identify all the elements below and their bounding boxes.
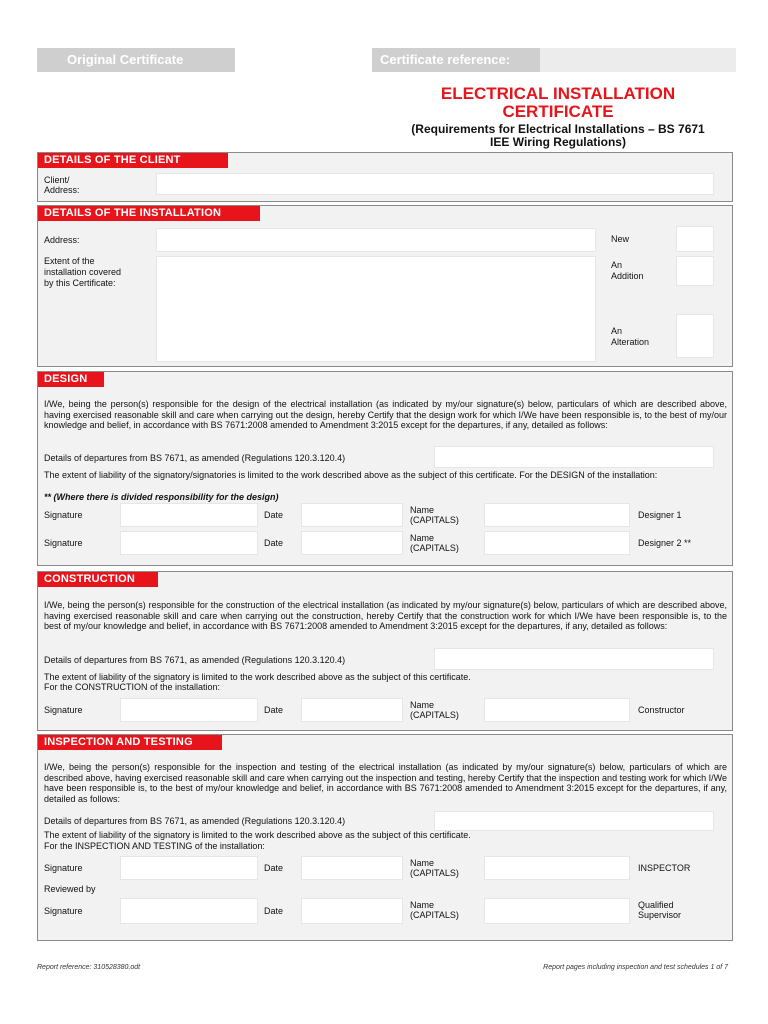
inspection-name2-field[interactable] [484, 898, 630, 924]
new-label: New [611, 234, 630, 244]
design-signature2-field[interactable] [120, 531, 258, 555]
design-date1-field[interactable] [301, 503, 403, 527]
inspection-signature1-field[interactable] [120, 856, 258, 880]
designer2-label: Designer 2 ** [638, 538, 692, 548]
inspection-name1-field[interactable] [484, 856, 630, 880]
design-departures-label: Details of departures from BS 7671, as amended (Regulations 120.3.120.4) [44, 453, 346, 463]
design-paragraph: I/We, being the person(s) responsible for the design of the electrical installation (as indicated by my/our signature(s) below, particulars of which are described above, having exercised reasonable skill and care when carrying out the design, hereby Certify that the design work for which I/We have been responsible is, to the best of my/our knowledge and belief, in accordance with BS 7671:2008 amended to Amendment 3:2015 except for the departures, if any, detailed as follows: [44, 399, 727, 430]
construction-liability-line2: For the CONSTRUCTION of the installation: [44, 682, 221, 692]
client-address-field[interactable] [156, 173, 714, 195]
supervisor-label-line1: Qualified [638, 900, 674, 910]
design-date2-field[interactable] [301, 531, 403, 555]
inspection-section-header: INSPECTION AND TESTING [38, 735, 222, 750]
inspection-date1-label: Date [264, 863, 284, 873]
original-certificate-label: Original Certificate [67, 52, 184, 67]
construction-departures-label: Details of departures from BS 7671, as amended (Regulations 120.3.120.4) [44, 655, 346, 665]
page-title-line1: ELECTRICAL INSTALLATION [440, 84, 676, 103]
design-signature1-field[interactable] [120, 503, 258, 527]
inspection-signature2-field[interactable] [120, 898, 258, 924]
inspection-name2-label-line2: (CAPITALS) [410, 910, 459, 920]
certificate-reference-bar [372, 48, 540, 72]
design-signature1-label: Signature [44, 510, 83, 520]
construction-name-label-line1: Name [410, 700, 435, 710]
design-name1-label-line1: Name [410, 505, 435, 515]
inspection-liability-line1: The extent of liability of the signatory is limited to the work described above as the subject of this certificate. [44, 830, 471, 840]
inspection-departures-field[interactable] [434, 811, 714, 831]
design-divided-note: ** (Where there is divided responsibility for the design) [44, 492, 279, 502]
page-subtitle-line2: IEE Wiring Regulations) [490, 135, 626, 149]
constructor-label: Constructor [638, 705, 685, 715]
inspection-name1-label-line2: (CAPITALS) [410, 868, 459, 878]
design-departures-field[interactable] [434, 446, 714, 468]
page-subtitle-line1: (Requirements for Electrical Installations – BS 7671 [411, 122, 705, 136]
design-name2-label-line2: (CAPITALS) [410, 543, 459, 553]
construction-liability-line1: The extent of liability of the signatory is limited to the work described above as the subject of this certificate. [44, 672, 471, 682]
alteration-label-line1: An [611, 326, 623, 336]
design-name2-label-line1: Name [410, 533, 435, 543]
new-checkbox[interactable] [676, 226, 714, 252]
inspection-date2-field[interactable] [301, 898, 403, 924]
design-name1-field[interactable] [484, 503, 630, 527]
addition-label-line1: An [611, 260, 623, 270]
inspector-label: INSPECTOR [638, 863, 691, 873]
construction-name-field[interactable] [484, 698, 630, 722]
design-section-header: DESIGN [38, 372, 104, 387]
construction-paragraph: I/We, being the person(s) responsible for the construction of the electrical installation (as indicated by my/our signature(s) below, particulars of which are described above, having exercised reasonable skill and care when carrying out the construction, hereby Certify that the construction work for which I/We have been responsible is, to the best of my/our knowledge and belief, in accordance with BS 7671:2008 amended to Amendment 3:2015 except for the departures, if any, detailed as follows: [44, 600, 727, 631]
original-certificate-bar [37, 48, 235, 72]
addition-label-line2: Addition [611, 271, 644, 281]
design-date1-label: Date [264, 510, 284, 520]
installation-address-field[interactable] [156, 228, 596, 252]
certificate-reference-input[interactable] [540, 48, 736, 72]
certificate-reference-label: Certificate reference: [380, 52, 511, 67]
installation-section-header: DETAILS OF THE INSTALLATION [38, 206, 260, 221]
supervisor-label-line2: Supervisor [638, 910, 682, 920]
construction-name-label-line2: (CAPITALS) [410, 710, 459, 720]
inspection-paragraph: I/We, being the person(s) responsible for the inspection and testing of the electrical installation (as indicated by my/our signature(s) below, particulars of which are described above, having exercised reasonable skill and care when carrying out the inspection and testing, hereby Certify that the inspection and testing work for which I/We have been responsible is, to the best of my/our knowledge and belief, in accordance with BS 7671:2008 amended to Amendment 3:2015 except for the departures, if any, detailed as follows: [44, 762, 727, 804]
designer1-label: Designer 1 [638, 510, 682, 520]
client-section-header: DETAILS OF THE CLIENT [38, 153, 228, 168]
client-label-line2: Address: [44, 185, 80, 195]
design-name1-label-line2: (CAPITALS) [410, 515, 459, 525]
design-section [37, 371, 733, 566]
client-section [37, 152, 733, 202]
client-label-line1: Client/ [44, 175, 70, 185]
inspection-name1-label-line1: Name [410, 858, 435, 868]
inspection-signature1-label: Signature [44, 863, 83, 873]
extent-label-line2: installation covered [44, 267, 122, 277]
inspection-liability-line2: For the INSPECTION AND TESTING of the installation: [44, 841, 265, 851]
alteration-label-line2: Alteration [611, 337, 650, 347]
extent-label-line3: by this Certificate: [44, 278, 116, 288]
extent-label-line1: Extent of the [44, 256, 95, 266]
design-liability: The extent of liability of the signatory/signatories is limited to the work described above as the subject of this certificate. For the DESIGN of the installation: [44, 470, 658, 480]
construction-departures-field[interactable] [434, 648, 714, 670]
page-title-line2: CERTIFICATE [502, 102, 614, 121]
alteration-checkbox[interactable] [676, 314, 714, 358]
inspection-signature2-label: Signature [44, 906, 83, 916]
extent-field[interactable] [156, 256, 596, 362]
design-signature2-label: Signature [44, 538, 83, 548]
design-date2-label: Date [264, 538, 284, 548]
construction-section [37, 571, 733, 731]
construction-date-field[interactable] [301, 698, 403, 722]
inspection-date1-field[interactable] [301, 856, 403, 880]
inspection-name2-label-line1: Name [410, 900, 435, 910]
construction-signature-label: Signature [44, 705, 83, 715]
construction-section-header: CONSTRUCTION [38, 572, 158, 587]
reviewed-by-label: Reviewed by [44, 884, 96, 894]
design-name2-field[interactable] [484, 531, 630, 555]
footer-report-reference: Report reference: 310528380.odt [37, 964, 141, 971]
inspection-section [37, 734, 733, 941]
construction-date-label: Date [264, 705, 284, 715]
footer-page-count: Report pages including inspection and test schedules 1 of 7 [543, 964, 728, 971]
inspection-date2-label: Date [264, 906, 284, 916]
addition-checkbox[interactable] [676, 256, 714, 286]
construction-signature-field[interactable] [120, 698, 258, 722]
inspection-departures-label: Details of departures from BS 7671, as amended (Regulations 120.3.120.4) [44, 816, 346, 826]
installation-section [37, 205, 733, 367]
installation-address-label: Address: [44, 235, 80, 245]
